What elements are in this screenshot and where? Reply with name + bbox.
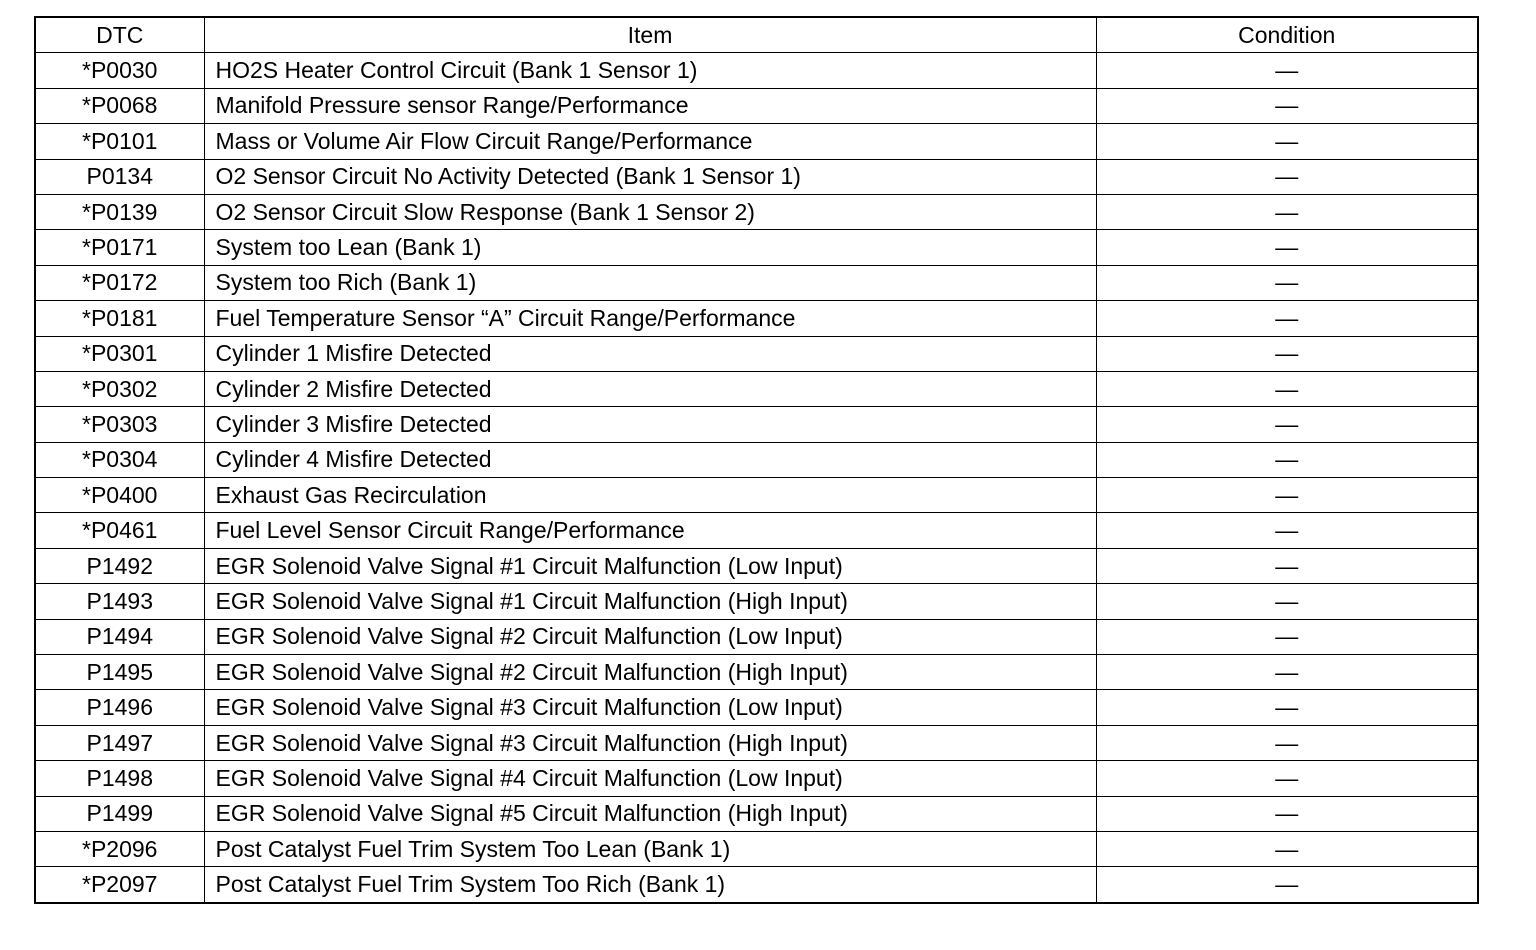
- table-row: [35, 478, 1478, 513]
- condition-cell: —: [1096, 301, 1478, 336]
- table-row: [35, 690, 1478, 725]
- dtc-table: [34, 16, 1479, 904]
- item-description-cell: O2 Sensor Circuit Slow Response (Bank 1 Sensor 2): [204, 194, 1096, 229]
- condition-cell: —: [1096, 88, 1478, 123]
- condition-cell: —: [1096, 867, 1478, 903]
- dtc-code-cell: P1495: [35, 655, 204, 690]
- dtc-code-cell: *P2096: [35, 831, 204, 866]
- condition-cell: —: [1096, 478, 1478, 513]
- table-row: [35, 619, 1478, 654]
- condition-cell: —: [1096, 336, 1478, 371]
- table-row: [35, 88, 1478, 123]
- table-row: [35, 159, 1478, 194]
- condition-cell: —: [1096, 124, 1478, 159]
- condition-cell: —: [1096, 548, 1478, 583]
- item-description-cell: Cylinder 3 Misfire Detected: [204, 407, 1096, 442]
- item-description-cell: EGR Solenoid Valve Signal #1 Circuit Malfunction (Low Input): [204, 548, 1096, 583]
- header-dtc: DTC: [35, 17, 204, 53]
- condition-cell: —: [1096, 53, 1478, 88]
- table-row: [35, 796, 1478, 831]
- table-row: [35, 831, 1478, 866]
- dtc-code-cell: *P0304: [35, 442, 204, 477]
- item-description-cell: Post Catalyst Fuel Trim System Too Rich (Bank 1): [204, 867, 1096, 903]
- item-description-cell: Fuel Level Sensor Circuit Range/Performance: [204, 513, 1096, 548]
- table-row: [35, 584, 1478, 619]
- dtc-code-cell: *P0171: [35, 230, 204, 265]
- condition-cell: —: [1096, 584, 1478, 619]
- dtc-code-cell: P0134: [35, 159, 204, 194]
- dtc-code-cell: P1493: [35, 584, 204, 619]
- table-row: [35, 194, 1478, 229]
- item-description-cell: System too Lean (Bank 1): [204, 230, 1096, 265]
- dtc-code-cell: P1494: [35, 619, 204, 654]
- dtc-code-cell: *P2097: [35, 867, 204, 903]
- table-row: [35, 371, 1478, 406]
- table-row: [35, 867, 1478, 903]
- item-description-cell: EGR Solenoid Valve Signal #3 Circuit Malfunction (High Input): [204, 725, 1096, 760]
- item-description-cell: Manifold Pressure sensor Range/Performance: [204, 88, 1096, 123]
- dtc-code-cell: *P0101: [35, 124, 204, 159]
- condition-cell: —: [1096, 655, 1478, 690]
- dtc-code-cell: P1496: [35, 690, 204, 725]
- table-row: [35, 548, 1478, 583]
- item-description-cell: Cylinder 2 Misfire Detected: [204, 371, 1096, 406]
- table-row: [35, 124, 1478, 159]
- condition-cell: —: [1096, 159, 1478, 194]
- dtc-code-cell: P1497: [35, 725, 204, 760]
- condition-cell: —: [1096, 407, 1478, 442]
- item-description-cell: EGR Solenoid Valve Signal #4 Circuit Malfunction (Low Input): [204, 761, 1096, 796]
- item-description-cell: HO2S Heater Control Circuit (Bank 1 Sensor 1): [204, 53, 1096, 88]
- condition-cell: —: [1096, 619, 1478, 654]
- item-description-cell: Exhaust Gas Recirculation: [204, 478, 1096, 513]
- condition-cell: —: [1096, 265, 1478, 300]
- dtc-code-cell: *P0303: [35, 407, 204, 442]
- item-description-cell: EGR Solenoid Valve Signal #2 Circuit Malfunction (High Input): [204, 655, 1096, 690]
- dtc-code-cell: *P0172: [35, 265, 204, 300]
- dtc-code-cell: *P0302: [35, 371, 204, 406]
- item-description-cell: Post Catalyst Fuel Trim System Too Lean (Bank 1): [204, 831, 1096, 866]
- item-description-cell: Mass or Volume Air Flow Circuit Range/Performance: [204, 124, 1096, 159]
- dtc-code-cell: *P0139: [35, 194, 204, 229]
- table-row: [35, 230, 1478, 265]
- dtc-code-cell: *P0181: [35, 301, 204, 336]
- table-row: [35, 336, 1478, 371]
- dtc-code-cell: *P0461: [35, 513, 204, 548]
- item-description-cell: EGR Solenoid Valve Signal #2 Circuit Malfunction (Low Input): [204, 619, 1096, 654]
- table-row: [35, 301, 1478, 336]
- dtc-code-cell: P1492: [35, 548, 204, 583]
- header-item: Item: [204, 17, 1096, 53]
- item-description-cell: Fuel Temperature Sensor “A” Circuit Range/Performance: [204, 301, 1096, 336]
- dtc-code-cell: *P0400: [35, 478, 204, 513]
- table-row: [35, 725, 1478, 760]
- condition-cell: —: [1096, 194, 1478, 229]
- table-row: [35, 407, 1478, 442]
- item-description-cell: EGR Solenoid Valve Signal #5 Circuit Malfunction (High Input): [204, 796, 1096, 831]
- condition-cell: —: [1096, 725, 1478, 760]
- condition-cell: —: [1096, 796, 1478, 831]
- table-row: [35, 53, 1478, 88]
- condition-cell: —: [1096, 230, 1478, 265]
- dtc-code-cell: *P0301: [35, 336, 204, 371]
- table-row: [35, 265, 1478, 300]
- table-header-row: [35, 17, 1478, 53]
- condition-cell: —: [1096, 442, 1478, 477]
- item-description-cell: System too Rich (Bank 1): [204, 265, 1096, 300]
- table-row: [35, 655, 1478, 690]
- item-description-cell: Cylinder 4 Misfire Detected: [204, 442, 1096, 477]
- item-description-cell: O2 Sensor Circuit No Activity Detected (Bank 1 Sensor 1): [204, 159, 1096, 194]
- condition-cell: —: [1096, 761, 1478, 796]
- item-description-cell: EGR Solenoid Valve Signal #1 Circuit Malfunction (High Input): [204, 584, 1096, 619]
- table-row: [35, 442, 1478, 477]
- dtc-code-cell: P1498: [35, 761, 204, 796]
- condition-cell: —: [1096, 690, 1478, 725]
- condition-cell: —: [1096, 371, 1478, 406]
- item-description-cell: EGR Solenoid Valve Signal #3 Circuit Malfunction (Low Input): [204, 690, 1096, 725]
- dtc-code-cell: P1499: [35, 796, 204, 831]
- header-condition: Condition: [1096, 17, 1478, 53]
- table-row: [35, 513, 1478, 548]
- condition-cell: —: [1096, 513, 1478, 548]
- table-row: [35, 761, 1478, 796]
- dtc-code-cell: *P0030: [35, 53, 204, 88]
- item-description-cell: Cylinder 1 Misfire Detected: [204, 336, 1096, 371]
- dtc-code-cell: *P0068: [35, 88, 204, 123]
- table-body: [35, 53, 1478, 903]
- condition-cell: —: [1096, 831, 1478, 866]
